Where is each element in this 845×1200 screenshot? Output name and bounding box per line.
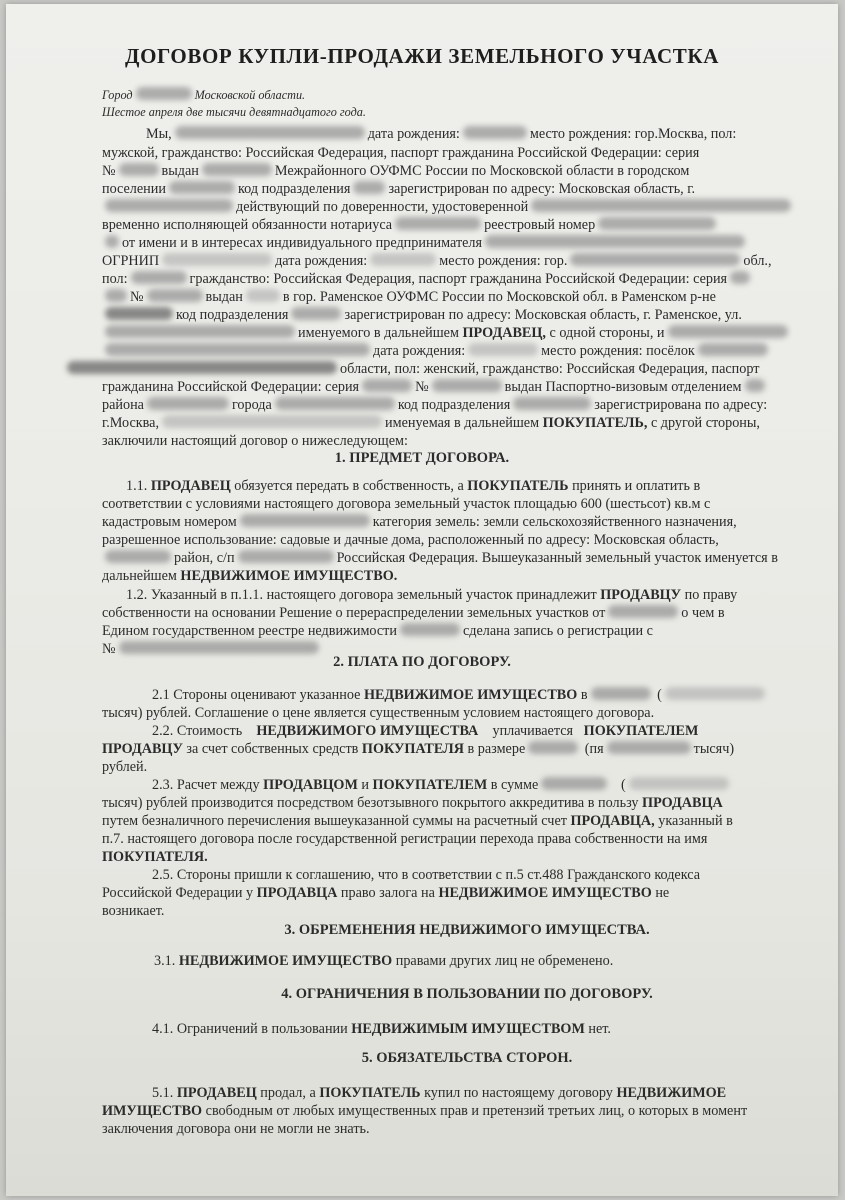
seller-label: ПРОДАВЦОМ xyxy=(263,777,358,793)
text: место рождения: гор. xyxy=(439,253,568,269)
text: 1.2. Указанный в п.1.1. настоящего договора земельный участок принадлежит xyxy=(126,587,597,603)
redaction xyxy=(629,777,729,790)
redaction xyxy=(598,217,716,230)
redaction xyxy=(246,289,280,302)
buyer-label: ПОКУПАТЕЛЬ xyxy=(319,1085,421,1101)
seller-label: ПРОДАВЕЦ xyxy=(150,478,231,494)
text: гражданина Российской Федерации: серия xyxy=(102,379,360,395)
clause-2-3: п.7. настоящего договора после государственной регистрации перехода права собственности на имя xyxy=(102,831,708,847)
text: код подразделения xyxy=(237,181,351,197)
redaction xyxy=(105,235,119,248)
redaction xyxy=(291,307,341,320)
text: сделана запись о регистрации с xyxy=(462,623,653,639)
text: кадастровым номером xyxy=(102,514,237,530)
text: дальнейшем xyxy=(102,568,177,584)
property-label: НЕДВИЖИМОЕ ИМУЩЕСТВО xyxy=(438,885,652,901)
text: место рождения: гор.Москва, пол: xyxy=(529,126,737,142)
text: № xyxy=(102,163,116,179)
redaction xyxy=(147,397,229,410)
text: уплачивается xyxy=(492,723,574,739)
redaction xyxy=(570,253,740,266)
seller-label: ПРОДАВЕЦ xyxy=(176,1085,257,1101)
text: поселении xyxy=(102,181,166,197)
text: дата рождения: xyxy=(367,126,460,142)
clause-2-2: рублей. xyxy=(102,759,148,775)
date-line: Шестое апреля две тысячи девятнадцатого года. xyxy=(102,105,366,119)
text: код подразделения xyxy=(176,307,289,323)
text: именуемая в дальнейшем xyxy=(385,415,540,431)
property-label: НЕДВИЖИМОГО ИМУЩЕСТВА xyxy=(256,723,479,739)
property-label: НЕДВИЖИМОЕ ИМУЩЕСТВО xyxy=(363,687,578,703)
text: района xyxy=(102,397,144,413)
text: Российская Федерация. Вышеуказанный земельный участок именуется в xyxy=(336,550,778,566)
redaction xyxy=(698,343,768,356)
redaction xyxy=(531,199,791,212)
text: зарегистрирован по адресу: Московская область, г. Раменское, ул. xyxy=(344,307,742,323)
text: с другой стороны, xyxy=(650,415,760,431)
text: тысяч) xyxy=(693,741,735,757)
text: Межрайонного ОУФМС России по Московской области в городском xyxy=(274,163,690,179)
text: № xyxy=(415,379,429,395)
redaction xyxy=(119,163,159,176)
text: и xyxy=(361,777,369,793)
clause-1-1 xyxy=(102,567,397,585)
text: зарегистрирован по адресу: Московская область, г. xyxy=(388,181,696,197)
redaction xyxy=(513,397,591,410)
redaction xyxy=(162,253,272,266)
redaction xyxy=(668,325,788,338)
text: продал, а xyxy=(260,1085,316,1101)
city-prefix: Город xyxy=(102,88,133,102)
clause-2-2 xyxy=(152,722,698,740)
redaction xyxy=(240,514,370,527)
text: 5.1. xyxy=(152,1085,174,1101)
buyer-label: ПОКУПАТЕЛЬ, xyxy=(542,415,648,431)
text: зарегистрирована по адресу: xyxy=(594,397,768,413)
text: Едином государственном реестре недвижимости xyxy=(102,623,397,639)
text: выдан xyxy=(205,289,243,305)
text: в сумме xyxy=(490,777,539,793)
redaction xyxy=(463,126,527,139)
parties-line xyxy=(102,162,689,180)
buyer-label: ПОКУПАТЕЛЕМ xyxy=(583,723,699,739)
text: в xyxy=(580,687,588,703)
property-label: НЕДВИЖИМОЕ xyxy=(616,1085,727,1101)
redaction xyxy=(67,361,337,374)
clause-2-2 xyxy=(102,740,734,758)
text: категория земель: земли сельскохозяйственного назначения, xyxy=(372,514,737,530)
redaction xyxy=(105,325,295,338)
text: обл., xyxy=(743,253,772,269)
text: правами других лиц не обременено. xyxy=(395,953,614,969)
parties-line xyxy=(102,198,794,216)
seller-label: ПРОДАВЦУ xyxy=(102,741,183,757)
parties-line xyxy=(102,252,772,270)
clause-1-1 xyxy=(102,513,737,531)
text: временно исполняющей обязанности нотариуса xyxy=(102,217,393,233)
text: не xyxy=(655,885,670,901)
text: код подразделения xyxy=(397,397,511,413)
parties-line xyxy=(102,396,767,414)
clause-1-1 xyxy=(126,477,700,495)
parties-line: мужской, гражданство: Российская Федерация, паспорт гражданина Российской Федерации: серия xyxy=(102,145,700,161)
redaction xyxy=(175,126,365,139)
clause-1-2 xyxy=(102,604,725,622)
redaction xyxy=(202,163,272,176)
section-1-heading: 1. ПРЕДМЕТ ДОГОВОРА. xyxy=(334,450,510,466)
text: Мы, xyxy=(146,126,172,142)
redaction xyxy=(105,343,370,356)
parties-line xyxy=(102,180,695,198)
text: обязуется передать в собственность, а xyxy=(234,478,464,494)
text: 4.1. Ограничений в пользовании xyxy=(152,1021,348,1037)
text: № xyxy=(102,641,116,657)
clause-2-5: возникает. xyxy=(102,903,165,919)
section-5-heading: 5. ОБЯЗАТЕЛЬСТВА СТОРОН. xyxy=(361,1050,573,1066)
redaction xyxy=(608,605,678,618)
text: ( xyxy=(620,777,626,793)
redaction xyxy=(131,271,187,284)
seller-label: ПРОДАВЦУ xyxy=(600,587,682,603)
redaction xyxy=(238,550,334,563)
text: именуемого в дальнейшем xyxy=(298,325,459,341)
text: принять и оплатить в xyxy=(572,478,701,494)
parties-line xyxy=(64,360,759,378)
clause-5-1 xyxy=(152,1084,726,1102)
text: 2.3. Расчет между xyxy=(152,777,260,793)
clause-1-1: соответствии с условиями настоящего договора земельный участок площадью 600 (шестьсот) кв.м с xyxy=(102,496,711,512)
redaction xyxy=(136,87,192,100)
buyer-label: ПОКУПАТЕЛЬ xyxy=(467,478,569,494)
clause-2-3 xyxy=(152,776,732,794)
text: выдан xyxy=(161,163,199,179)
clause-2-3 xyxy=(102,812,733,830)
redaction xyxy=(275,397,395,410)
redaction xyxy=(162,415,382,428)
seller-label: ПРОДАВЦА xyxy=(256,885,338,901)
text: путем безналичного перечисления вышеуказанной суммы на расчетный счет xyxy=(102,813,567,829)
text: купил по настоящему договору xyxy=(424,1085,613,1101)
seller-label: ПРОДАВЕЦ, xyxy=(462,325,546,341)
place-line xyxy=(102,86,305,104)
redaction xyxy=(105,307,173,320)
text: право залога на xyxy=(340,885,435,901)
parties-line xyxy=(102,234,748,252)
text: в гор. Раменское ОУФМС России по Московской обл. в Раменском р-не xyxy=(282,289,716,305)
text: 2.2. Стоимость xyxy=(152,723,243,739)
redaction xyxy=(119,641,319,654)
redaction xyxy=(745,379,765,392)
redaction xyxy=(169,181,235,194)
text: 2.1 Стороны оценивают указанное xyxy=(152,687,361,703)
parties-line: заключили настоящий договор о нижеследующем: xyxy=(102,433,408,449)
text: тысяч) рублей производится посредством безотзывного покрытого аккредитива в пользу xyxy=(102,795,639,811)
text: гражданство: Российская Федерация, паспорт гражданина Российской Федерации: серия xyxy=(189,271,728,287)
text: пол: xyxy=(102,271,128,287)
text: Российской Федерации у xyxy=(102,885,254,901)
clause-1-2 xyxy=(126,586,737,604)
property-label: ИМУЩЕСТВО xyxy=(102,1103,203,1119)
parties-line xyxy=(102,324,791,342)
text: с одной стороны, и xyxy=(549,325,665,341)
redaction xyxy=(541,777,607,790)
text: нет. xyxy=(588,1021,611,1037)
text: (пя xyxy=(584,741,604,757)
property-label: НЕДВИЖИМОЕ ИМУЩЕСТВО xyxy=(178,953,393,969)
redaction xyxy=(400,623,460,636)
text: выдан Паспортно-визовым отделением xyxy=(504,379,742,395)
section-4-heading: 4. ОГРАНИЧЕНИЯ В ПОЛЬЗОВАНИИ ПО ДОГОВОРУ. xyxy=(281,986,653,1002)
text: г.Москва, xyxy=(102,415,160,431)
redaction xyxy=(395,217,481,230)
text: ОГРНИП xyxy=(102,253,160,269)
buyer-label: ПОКУПАТЕЛЯ xyxy=(361,741,464,757)
text: реестровый номер xyxy=(484,217,596,233)
text: в размере xyxy=(467,741,526,757)
parties-line xyxy=(102,288,716,306)
document-page xyxy=(6,4,838,1196)
seller-label: ПРОДАВЦА, xyxy=(570,813,655,829)
redaction xyxy=(607,741,691,754)
text: города xyxy=(231,397,272,413)
text: о чем в xyxy=(681,605,725,621)
redaction xyxy=(105,289,127,302)
text: 1.1. xyxy=(126,478,148,494)
clause-5-1 xyxy=(102,1102,747,1120)
clause-1-1 xyxy=(102,549,778,567)
parties-line xyxy=(102,270,753,288)
text: по праву xyxy=(684,587,738,603)
redaction xyxy=(468,343,538,356)
parties-line xyxy=(146,125,736,143)
redaction xyxy=(432,379,502,392)
text: 3.1. xyxy=(154,953,176,969)
text: от имени и в интересах индивидуального предпринимателя xyxy=(122,235,483,251)
clause-4-1 xyxy=(152,1020,611,1038)
property-label: НЕДВИЖИМЫМ ИМУЩЕСТВОМ xyxy=(351,1021,585,1037)
redaction xyxy=(147,289,203,302)
redaction xyxy=(105,199,233,212)
text: дата рождения: xyxy=(373,343,466,359)
clause-2-3 xyxy=(102,794,723,812)
clause-2-1 xyxy=(152,686,768,704)
section-3-heading: 3. ОБРЕМЕНЕНИЯ НЕДВИЖИМОГО ИМУЩЕСТВА. xyxy=(284,922,650,938)
text: свободным от любых имущественных прав и претензий третьих лиц, о которых в момент xyxy=(205,1103,748,1119)
parties-line xyxy=(102,414,760,432)
text: области, пол: женский, гражданство: Российская Федерация, паспорт xyxy=(340,361,760,377)
text: за счет собственных средств xyxy=(186,741,359,757)
parties-line xyxy=(102,378,768,396)
text: № xyxy=(130,289,144,305)
text: ( xyxy=(657,687,662,703)
clause-5-1: заключения договора они не могли не знать. xyxy=(102,1121,370,1137)
redaction xyxy=(362,379,412,392)
text: действующий по доверенности, удостоверенной xyxy=(236,199,529,215)
redaction xyxy=(105,550,171,563)
document-title: ДОГОВОР КУПЛИ-ПРОДАЖИ ЗЕМЕЛЬНОГО УЧАСТКА xyxy=(125,44,719,68)
clause-1-1: разрешенное использование: садовые и дачные дома, расположенный по адресу: Московская область, xyxy=(102,532,719,548)
parties-line xyxy=(102,306,742,324)
clause-2-5 xyxy=(102,884,669,902)
property-label: НЕДВИЖИМОЕ ИМУЩЕСТВО. xyxy=(180,568,398,584)
region-text: Московской области. xyxy=(194,88,306,102)
text: дата рождения: xyxy=(275,253,368,269)
clause-1-2 xyxy=(102,622,653,640)
redaction xyxy=(353,181,385,194)
text: указанный в xyxy=(658,813,733,829)
buyer-label: ПОКУПАТЕЛЕМ xyxy=(372,777,488,793)
clause-2-5: 2.5. Стороны пришли к соглашению, что в соответствии с п.5 ст.488 Гражданского кодекса xyxy=(152,867,701,883)
text: место рождения: посёлок xyxy=(541,343,695,359)
clause-2-3: ПОКУПАТЕЛЯ. xyxy=(102,849,208,865)
parties-line xyxy=(102,342,771,360)
clause-2-1: тысяч) рублей. Соглашение о цене является существенным условием настоящего договора. xyxy=(102,705,655,721)
redaction xyxy=(370,253,436,266)
seller-label: ПРОДАВЦА xyxy=(642,795,723,811)
section-2-heading: 2. ПЛАТА ПО ДОГОВОРУ. xyxy=(333,654,511,670)
redaction xyxy=(485,235,745,248)
text: собственности на основании Решение о перераспределении земельных участков от xyxy=(102,605,606,621)
text: район, с/п xyxy=(174,550,235,566)
parties-line xyxy=(102,216,719,234)
redaction xyxy=(528,741,578,754)
clause-3-1 xyxy=(154,952,613,970)
redaction xyxy=(591,687,651,700)
redaction xyxy=(665,687,765,700)
redaction xyxy=(730,271,750,284)
